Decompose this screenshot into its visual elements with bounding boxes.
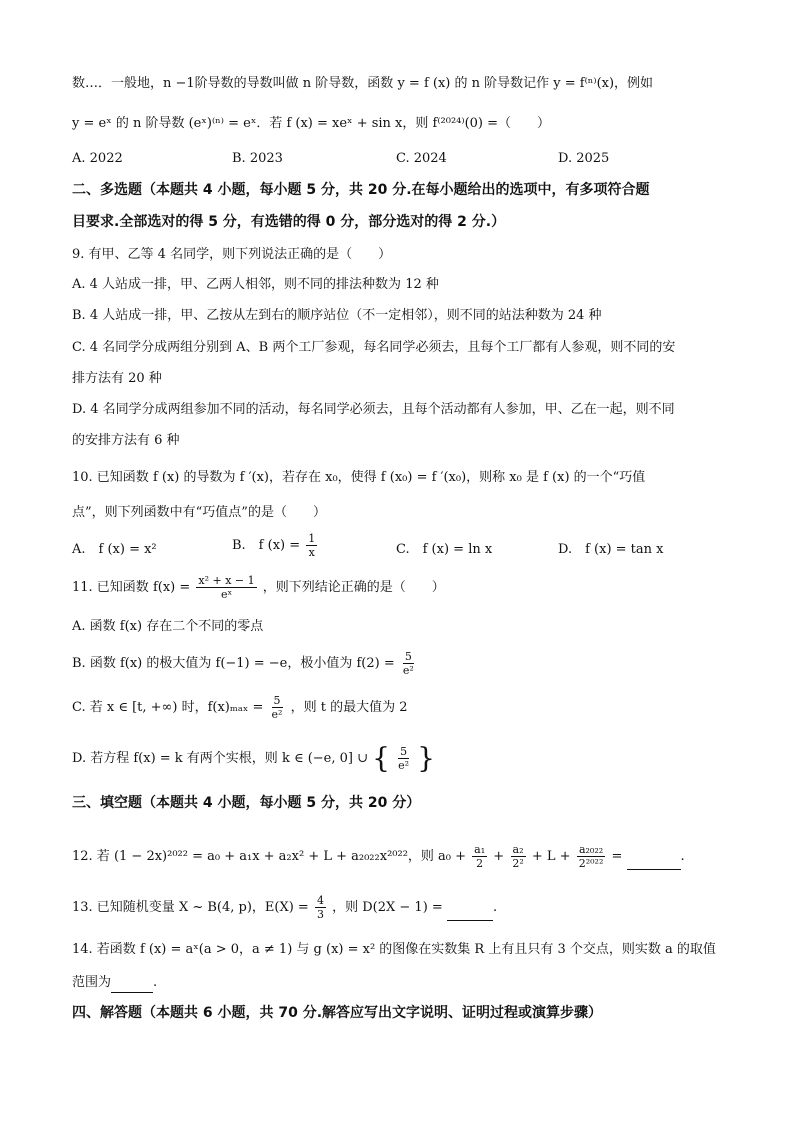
fraction-numerator: a₂₀₂₂: [578, 843, 604, 856]
q13-stem: [72, 894, 734, 921]
q8-option-a: A. 2022: [72, 151, 123, 166]
fraction-denominator: 2²: [512, 857, 524, 870]
q11-option-b-fraction: [401, 650, 416, 677]
q11-stem-suffix: ，则下列结论正确的是（ ）: [262, 580, 445, 595]
q11-option-d-prefix: D. 若方程 f(x) = k 有两个实根，则 k ∈ (−e, 0] ∪: [72, 751, 368, 766]
q13-answer-blank[interactable]: [447, 906, 493, 921]
q10-option-b-fraction: [306, 532, 317, 559]
section3-header: 三、填空题（本题共 4 小题，每小题 5 分，共 20 分）: [72, 795, 421, 811]
q9-option-d-line2: 的安排方法有 6 种: [72, 433, 180, 448]
fraction-denominator: e²: [271, 708, 283, 721]
fraction-numerator: x² + x − 1: [198, 574, 255, 587]
q13-fraction: [315, 894, 326, 921]
q13-prefix: 13. 已知随机变量 X ~ B(4, p)，E(X) =: [72, 900, 309, 915]
fraction-denominator: x: [308, 546, 315, 559]
q9-option-c-line2: 排方法有 20 种: [72, 371, 162, 386]
q9-option-c-line1: C. 4 名同学分成两组分别到 A、B 两个工厂参观，每名同学必须去，且每个工厂都有人参观，则不同的安: [72, 340, 676, 355]
right-brace: }: [417, 741, 435, 775]
fraction-numerator: 1: [308, 532, 316, 545]
fraction-denominator: 3: [316, 908, 324, 921]
q12-end: .: [680, 849, 685, 864]
q14-answer-blank[interactable]: [111, 978, 153, 993]
section2-header-line2: 目要求.全部选对的得 5 分，有选错的得 0 分，部分选对的得 2 分.）: [72, 214, 506, 230]
q12-answer-blank[interactable]: [627, 855, 681, 870]
q11-option-c-fraction: [270, 694, 285, 721]
left-brace: {: [372, 741, 390, 775]
q12-mid: + L +: [531, 849, 571, 864]
q11-option-c: [72, 694, 734, 721]
q11-option-a: A. 函数 f(x) 存在二个不同的零点: [72, 619, 264, 634]
q13-end: .: [492, 900, 498, 915]
fraction-denominator: e²: [398, 759, 410, 772]
fraction-numerator: 5: [400, 745, 408, 758]
fraction-denominator: 2²⁰²²: [578, 857, 604, 870]
q10-option-d: D. f (x) = tan x: [558, 542, 664, 557]
fraction-numerator: 5: [404, 650, 412, 663]
q9-option-d-line1: D. 4 名同学分成两组参加不同的活动，每名同学必须去，且每个活动都有人参加，甲、乙在一起，则不同: [72, 402, 675, 417]
fraction-numerator: a₂: [512, 843, 524, 856]
fraction-numerator: 4: [316, 894, 324, 907]
q12-plus: +: [493, 849, 505, 864]
q12-fraction-2: [510, 843, 525, 870]
q11-option-b-text: B. 函数 f(x) 的极大值为 f(−1) = −e，极小值为 f(2) =: [72, 656, 395, 671]
q8-option-c: C. 2024: [396, 151, 447, 166]
q11-option-c-suffix: ，则 t 的最大值为 2: [290, 700, 408, 715]
q10-option-c: C. f (x) = ln x: [396, 542, 493, 557]
q10-option-b-prefix: B. f (x) =: [232, 538, 301, 553]
section2-header-line1: 二、多选题（本题共 4 小题，每小题 5 分，共 20 分.在每小题给出的选项中，有多项符合题: [72, 182, 650, 198]
q14-line1: 14. 若函数 f (x) = aˣ(a > 0，a ≠ 1) 与 g (x) = x² 的图像在实数集 R 上有且只有 3 个交点，则实数 a 的取值: [72, 942, 716, 957]
q11-option-c-prefix: C. 若 x ∈ [t, +∞) 时，f(x)ₘₐₓ =: [72, 700, 264, 715]
q14-line2-prefix: 范围为: [72, 975, 112, 990]
q11-stem-prefix: 11. 已知函数 f(x) =: [72, 580, 191, 595]
q11-option-b: [72, 650, 734, 677]
q12-stem: [72, 843, 734, 870]
q8-option-d: D. 2025: [558, 151, 610, 166]
fraction-denominator: eˣ: [220, 588, 233, 601]
q13-suffix: ，则 D(2X − 1) =: [332, 900, 443, 915]
q12-equals: =: [611, 849, 623, 864]
q8-line1: 数…．一般地，n −1阶导数的导数叫做 n 阶导数，函数 y = f (x) 的 n 阶导数记作 y = f⁽ⁿ⁾(x)，例如: [72, 76, 654, 91]
q10-line1: 10. 已知函数 f (x) 的导数为 f ′(x)，若存在 x₀，使得 f (x₀) = f ′(x₀)，则称 x₀ 是 f (x) 的一个“巧值: [72, 470, 646, 485]
q12-fraction-1: [472, 843, 487, 870]
q12-fraction-3: [577, 843, 606, 870]
q12-prefix: 12. 若 (1 − 2x)²⁰²² = a₀ + a₁x + a₂x² + L + a₂₀₂₂x²⁰²²，则 a₀ +: [72, 849, 467, 864]
q10-option-b: [232, 532, 319, 559]
q9-stem: 9. 有甲、乙等 4 名同学，则下列说法正确的是（ ）: [72, 247, 392, 262]
q11-option-d: [72, 741, 734, 775]
fraction-numerator: 5: [273, 694, 281, 707]
q10-option-a: A. f (x) = x²: [72, 542, 157, 557]
fraction-denominator: 2: [476, 857, 484, 870]
q14-end: .: [153, 975, 158, 990]
q9-option-b: B. 4 人站成一排，甲、乙按从左到右的顺序站位（不一定相邻），则不同的站法种数为 24 种: [72, 308, 602, 323]
section4-header: 四、解答题（本题共 6 小题，共 70 分.解答应写出文字说明、证明过程或演算步骤）: [72, 1005, 603, 1021]
fraction-numerator: a₁: [474, 843, 486, 856]
q11-function-fraction: [196, 574, 256, 601]
q9-option-a: A. 4 人站成一排，甲、乙两人相邻，则不同的排法种数为 12 种: [72, 277, 439, 292]
q10-line2: 点”，则下列函数中有“巧值点”的是（ ）: [72, 505, 326, 520]
q14-line2: [72, 973, 734, 993]
q11-stem: [72, 574, 734, 601]
q8-option-b: B. 2023: [232, 151, 283, 166]
q11-option-d-fraction: [396, 745, 411, 772]
q8-line2: y = eˣ 的 n 阶导数 (eˣ)⁽ⁿ⁾ = eˣ．若 f (x) = xeˣ + sin x，则 f⁽²⁰²⁴⁾(0) =（ ）: [72, 116, 551, 131]
fraction-denominator: e²: [402, 664, 414, 677]
